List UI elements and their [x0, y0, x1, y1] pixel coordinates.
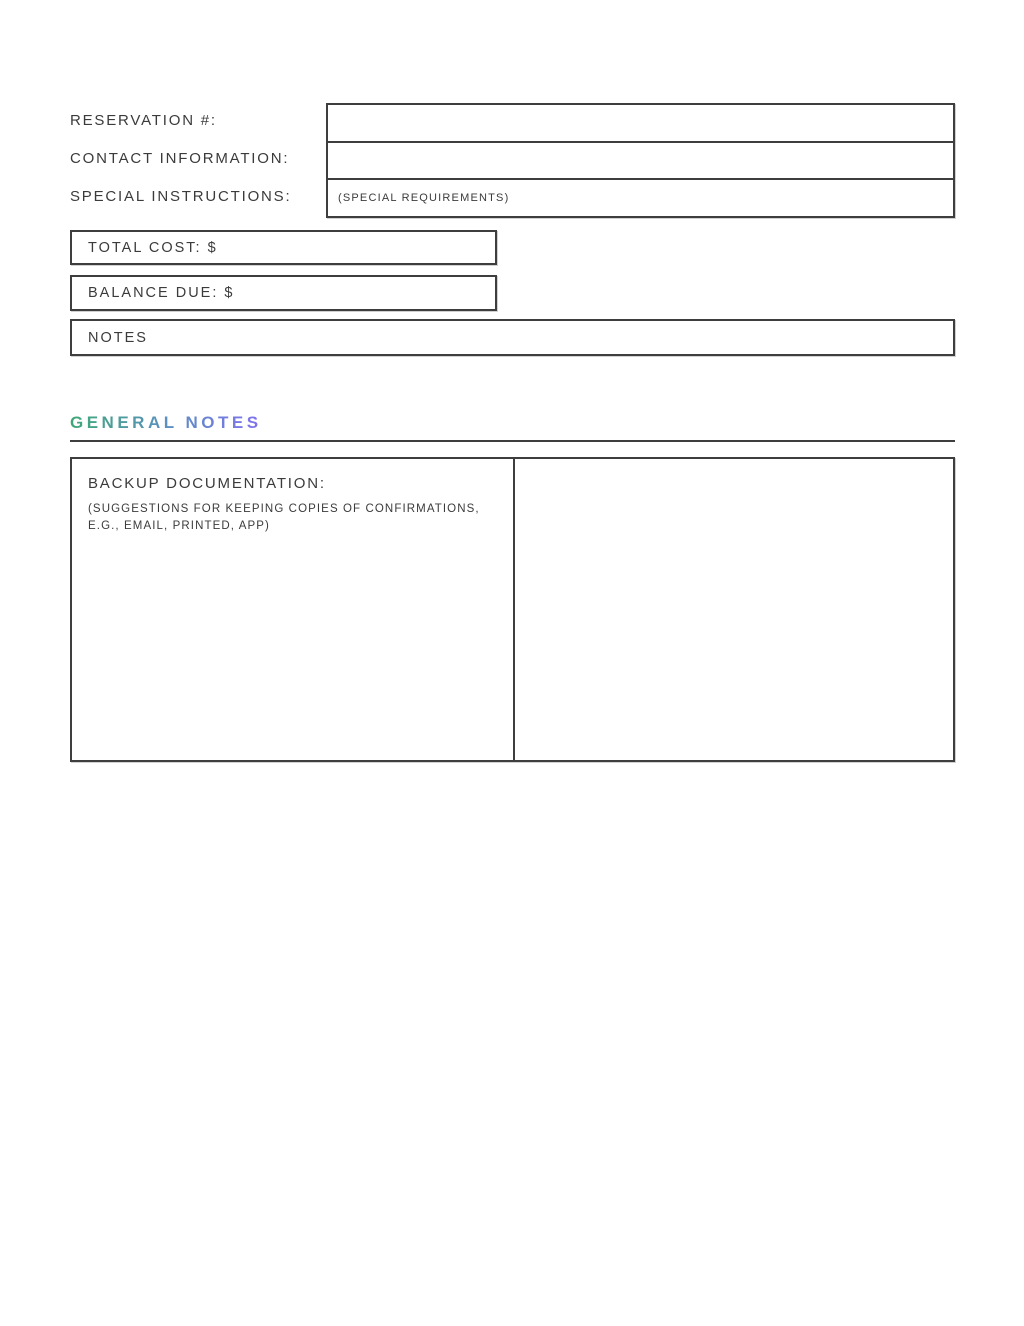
balance-due-label: BALANCE DUE: $ — [88, 285, 235, 301]
reservation-number-field[interactable] — [328, 105, 953, 141]
general-notes-table — [70, 457, 955, 762]
backup-documentation-title: BACKUP DOCUMENTATION: — [88, 475, 326, 492]
total-cost-label: TOTAL COST: $ — [88, 239, 218, 256]
contact-information-label: CONTACT INFORMATION: — [70, 150, 290, 167]
general-notes-blank-cell[interactable] — [515, 459, 953, 760]
notes-label: NOTES — [88, 329, 148, 346]
reservation-field-stack — [326, 103, 955, 218]
special-instructions-field[interactable] — [328, 178, 953, 216]
balance-due-field[interactable] — [70, 275, 497, 311]
contact-information-field[interactable] — [328, 141, 953, 179]
general-notes-heading: GENERAL NOTES — [70, 413, 262, 432]
backup-documentation-subtitle-line1: (SUGGESTIONS FOR KEEPING COPIES OF CONFIRMATIONS, — [88, 503, 480, 515]
backup-documentation-subtitle-line2: E.G., EMAIL, PRINTED, APP) — [88, 520, 270, 532]
backup-documentation-cell[interactable] — [72, 459, 515, 760]
total-cost-field[interactable] — [70, 230, 497, 265]
special-instructions-label: SPECIAL INSTRUCTIONS: — [70, 188, 292, 205]
general-notes-divider — [70, 440, 955, 442]
reservation-number-label: RESERVATION #: — [70, 112, 217, 129]
special-requirements-placeholder: (SPECIAL REQUIREMENTS) — [338, 192, 510, 205]
notes-field[interactable] — [70, 319, 955, 356]
